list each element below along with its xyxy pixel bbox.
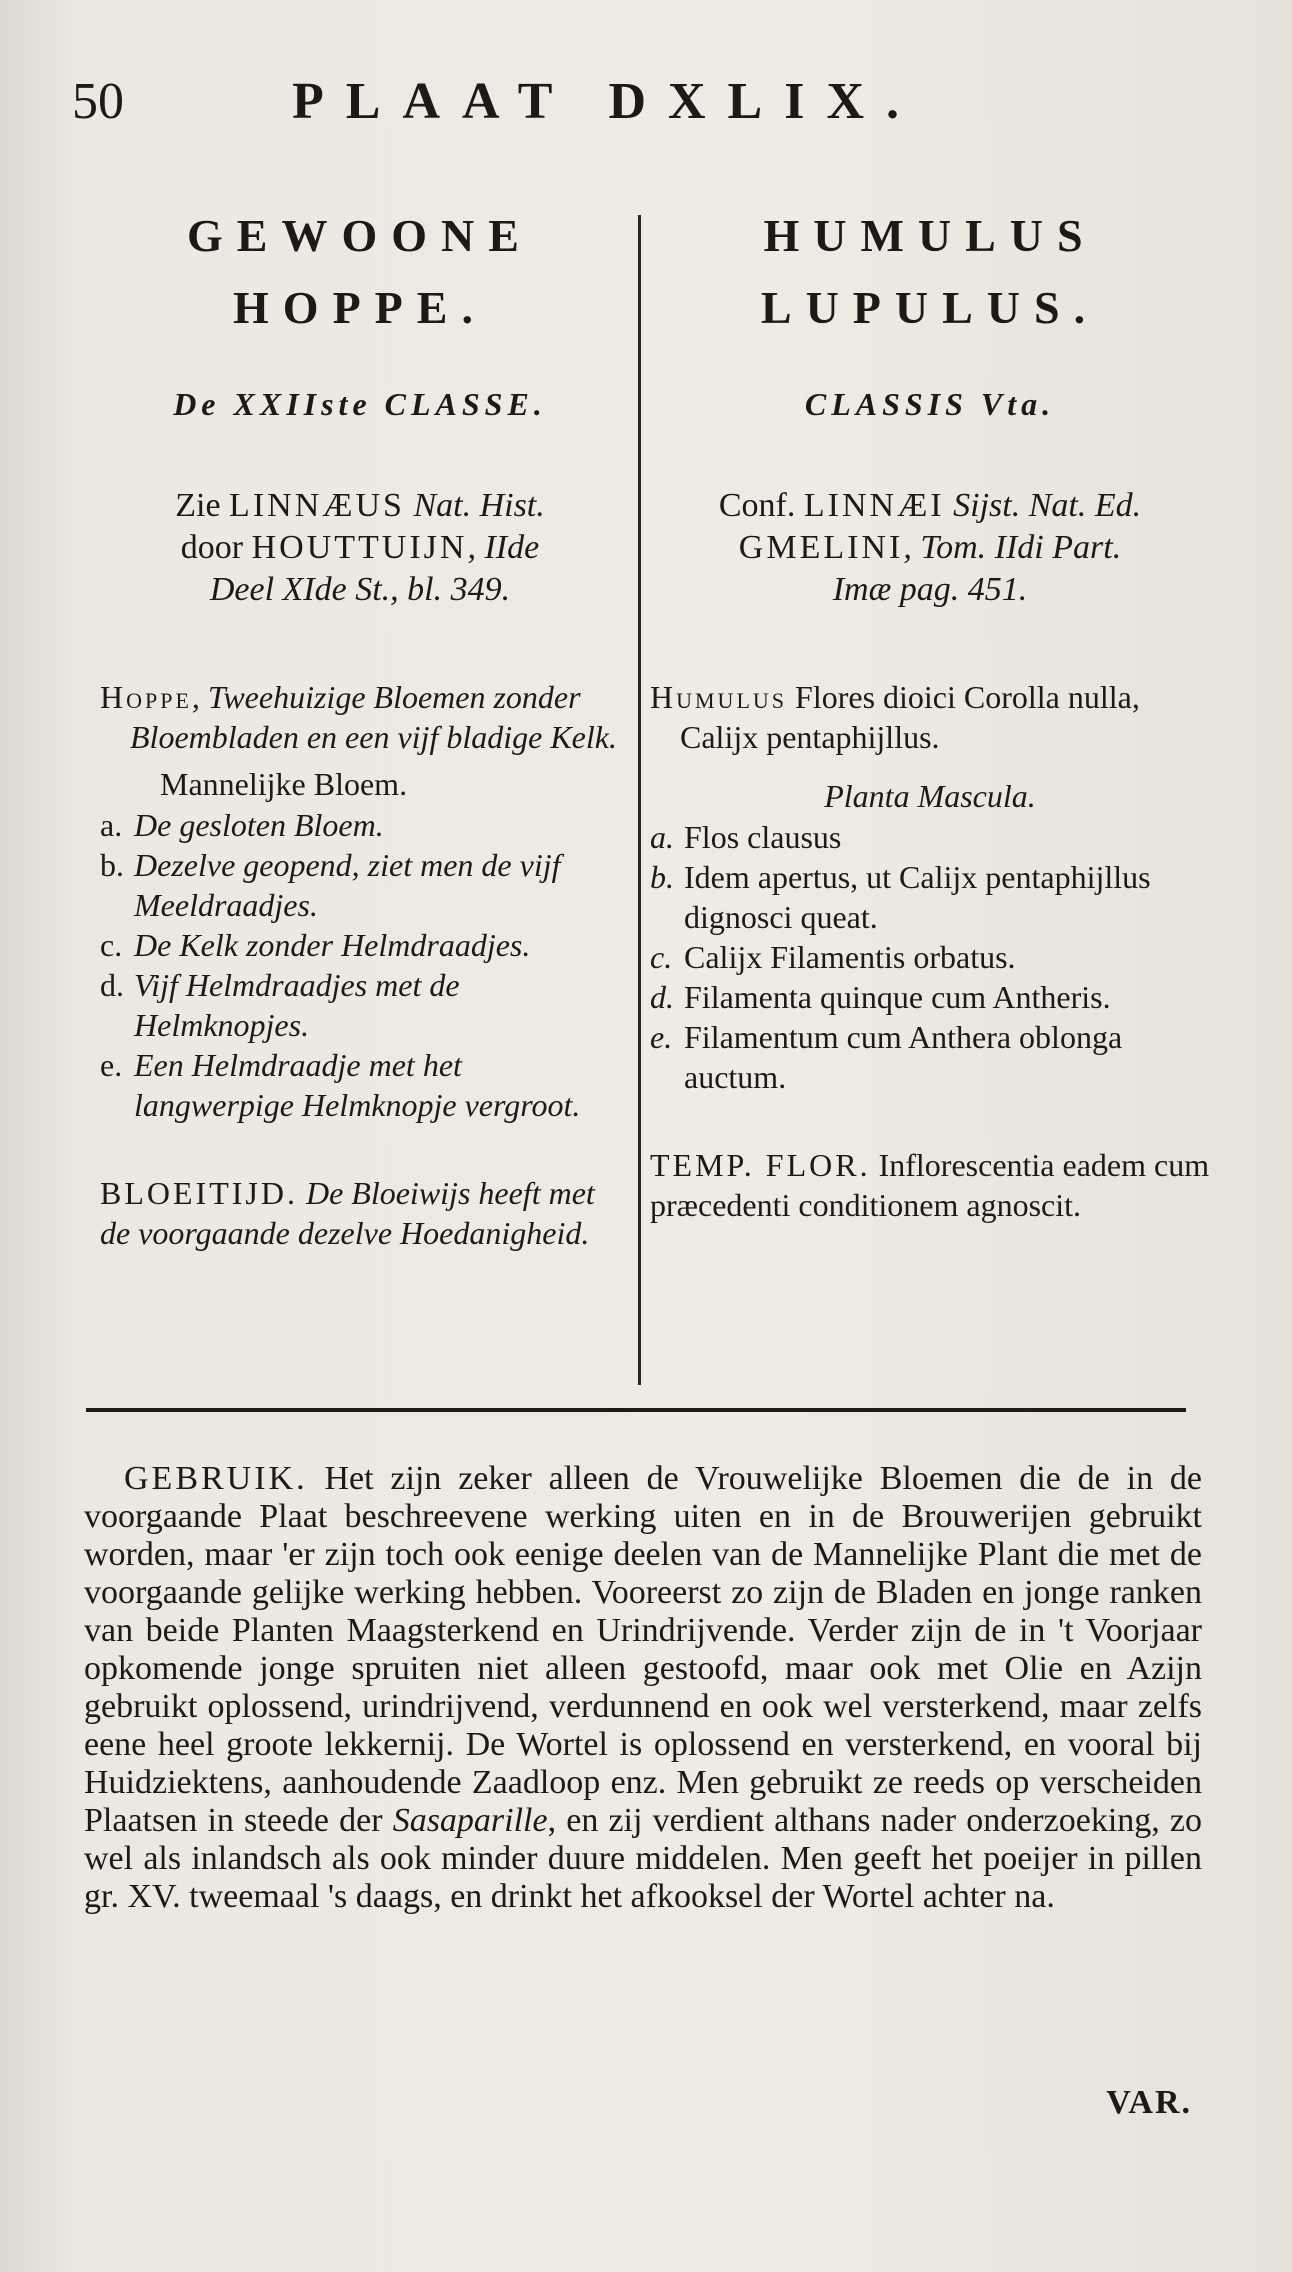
ref-line2-post: , IIde: [467, 529, 540, 566]
bloei-head: TEMP. FLOR.: [650, 1147, 871, 1183]
bloei-head: BLOEITIJD.: [100, 1175, 298, 1211]
ref-line2-name: HOUTTUIJN: [251, 529, 468, 566]
latin-name-line2: LUPULUS.: [760, 282, 1100, 333]
latin-subhead: Planta Mascula.: [824, 778, 1036, 814]
dutch-item-list: [100, 805, 620, 1125]
dutch-reference: [100, 485, 620, 611]
page-header: [72, 72, 1232, 142]
plate-title: PLAAT DXLIX.: [292, 73, 922, 130]
ref-author: LINNÆI: [803, 487, 945, 524]
dutch-description: [100, 677, 620, 757]
item-label: b.: [100, 847, 124, 883]
bloei-text: Inflorescentia eadem cum præcedenti conditionem agnoscit.: [650, 1147, 1210, 1223]
list-item: [100, 1045, 620, 1125]
item-text: Calijx Filamentis orbatus.: [684, 939, 1016, 975]
list-item: [650, 937, 1210, 977]
usage-head: GEBRUIK.: [124, 1460, 308, 1497]
item-text: Filamentum cum Anthera oblonga auctum.: [684, 1019, 1123, 1095]
item-text: Vijf Helmdraadjes met de Helmknopjes.: [134, 967, 460, 1043]
desc-head: Hoppe: [100, 679, 192, 715]
item-text: Een Helmdraadje met het langwerpige Helmknopje vergroot.: [134, 1047, 581, 1123]
list-item: [650, 857, 1210, 937]
column-divider: [638, 215, 641, 1385]
ref-prefix: Conf.: [718, 487, 804, 524]
list-item: [100, 805, 620, 845]
list-item: [650, 977, 1210, 1017]
list-item: [650, 817, 1210, 857]
ref-work: Sijst. Nat. Ed.: [944, 487, 1142, 524]
item-label: c.: [650, 939, 673, 975]
desc-head: Humulus: [650, 679, 788, 715]
item-text: Flos clausus: [684, 819, 842, 855]
dutch-flowering-time: [100, 1173, 620, 1253]
dutch-column: [100, 200, 620, 1253]
desc-text: , Tweehuizige Bloemen zonder Bloembladen en een vijf bladige Kelk.: [130, 679, 617, 755]
item-label: e.: [100, 1047, 123, 1083]
dutch-name-line2: HOPPE.: [233, 282, 487, 333]
dutch-class: De XXIIste CLASSE.: [173, 386, 547, 422]
bloei-text: De Bloeiwijs heeft met de voorgaande dezelve Hoedanigheid.: [100, 1175, 595, 1251]
latin-class: CLASSIS Vta.: [804, 386, 1056, 422]
catchword: VAR.: [1106, 2084, 1192, 2121]
item-label: a.: [650, 819, 674, 855]
ref-line2-pre: door: [180, 529, 252, 566]
item-label: d.: [650, 979, 674, 1015]
latin-flowering-time: [650, 1145, 1210, 1225]
list-item: [100, 965, 620, 1045]
item-text: Filamenta quinque cum Antheris.: [684, 979, 1111, 1015]
latin-name-line1: HUMULUS: [763, 210, 1097, 261]
latin-reference: [650, 485, 1210, 611]
item-label: d.: [100, 967, 124, 1003]
ref-work: Nat. Hist.: [404, 487, 545, 524]
list-item: [100, 845, 620, 925]
item-label: c.: [100, 927, 123, 963]
ref-prefix: Zie: [175, 487, 230, 524]
usage-paragraph: [84, 1460, 1202, 1916]
item-text: Idem apertus, ut Calijx pentaphijllus dignosci queat.: [684, 859, 1151, 935]
item-text: De Kelk zonder Helmdraadjes.: [134, 927, 531, 963]
list-item: [650, 1017, 1210, 1097]
list-item: [100, 925, 620, 965]
ref-line3: Deel XIde St., bl. 349.: [209, 571, 511, 608]
ref-line2-name: GMELINI: [738, 529, 904, 566]
latin-column: [650, 200, 1210, 1225]
usage-italic: Sasaparille: [392, 1802, 548, 1839]
item-label: a.: [100, 807, 123, 843]
dutch-name-line1: GEWOONE: [187, 210, 533, 261]
horizontal-rule: [86, 1408, 1186, 1412]
latin-description: [650, 677, 1210, 757]
usage-text-2: , en zij verdient althans nader onderzoeking, zo wel als inlandsch als ook minder duure middelen. Men geeft het poeijer in pillen gr. XV. tweemaal 's daags, en drinkt het afkooksel der Wortel achter na.: [84, 1802, 1202, 1915]
item-text: Dezelve geopend, ziet men de vijf Meeldraadjes.: [134, 847, 561, 923]
item-label: b.: [650, 859, 674, 895]
item-label: e.: [650, 1019, 673, 1055]
page-number: 50: [72, 73, 124, 130]
item-text: De gesloten Bloem.: [134, 807, 384, 843]
latin-item-list: [650, 817, 1210, 1097]
usage-text-1: Het zijn zeker alleen de Vrouwelijke Bloemen die de in de voorgaande Plaat beschreevene werking uiten en in de Brouwerijen gebruikt worden, maar 'er zijn toch ook eenige deelen van de Mannelijke Plant die met de voorgaande gelijke werking hebben. Vooreerst zo zijn de Bladen en jonge ranken van beide Planten Maagsterkend en Urindrijvende. Verder zijn de in 't Voorjaar opkomende jonge spruiten niet alleen gestoofd, maar ook met Olie en Azijn gebruikt oplossend, urindrijvend, verdunnend en ook wel versterkend, maar zelfs eene heel groote lekkernij. De Wortel is oplossend en versterkend, en vooral bij Huidziektens, aanhoudende Zaadloop enz. Men gebruikt ze reeds op verscheiden Plaatsen in steede der: [84, 1460, 1202, 1839]
ref-line3: Imæ pag. 451.: [832, 571, 1028, 608]
desc-text: Flores dioici Corolla nulla, Calijx pentaphijllus.: [680, 679, 1140, 755]
dutch-subhead: Mannelijke Bloem.: [160, 766, 408, 802]
ref-author: LINNÆUS: [229, 487, 405, 524]
ref-line2-post: , Tom. IIdi Part.: [903, 529, 1122, 566]
